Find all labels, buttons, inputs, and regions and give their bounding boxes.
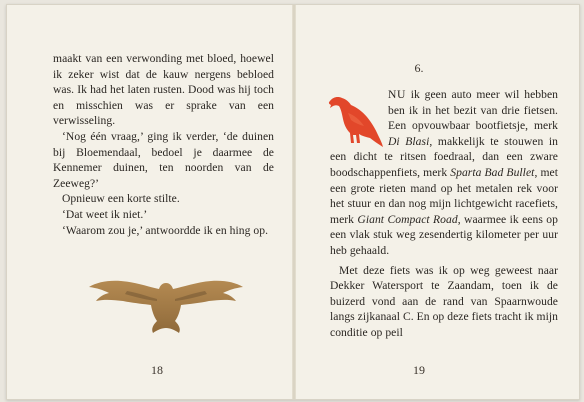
paragraph: ‘Nog één vraag,’ ging ik verder, ‘de duinen bij Bloemendaal, bedoel je daarmee de Kennemer duinen, ten noorden van de Zeeweg?’: [53, 129, 274, 190]
paragraph: maakt van een verwonding met bloed, hoewel ik zeker wist dat de kauw nergens bebloed was. Ik had het laten rusten. Dood was hij toch en misschien was er sprake van een verwisseling.: [53, 52, 274, 128]
brand-name: Giant Compact Road: [357, 212, 458, 226]
lead-word: NU: [388, 88, 406, 101]
left-page-text: [53, 51, 274, 238]
page-number-left: 18: [151, 363, 163, 377]
brand-name: Sparta Bad Bullet: [450, 165, 535, 179]
paragraph: Opnieuw een korte stilte.: [62, 192, 180, 206]
page-number-right: 19: [413, 363, 425, 377]
text-run: , met een grote rieten mand op het metalen rek voor het stuur en dan nog mijn lichtgewicht racefiets, merk: [330, 165, 558, 226]
chapter-number: 6.: [414, 61, 424, 75]
perched-bird-icon: [326, 93, 384, 149]
brand-name: Di Blasi: [388, 134, 430, 148]
text-run: , waarmee ik eens op een vlak stuk weg zesendertig kilometer per uur heb gehaald.: [330, 212, 558, 257]
flying-hawk-icon: [87, 273, 245, 335]
paragraph: ‘Waarom zou je,’ antwoordde ik en hing op.: [62, 223, 269, 237]
left-page: [7, 5, 292, 399]
paragraph: Met deze fiets was ik op weg geweest naar Dekker Watersport te Zaandam, toen ik de buizerd vond aan de rand van Spaarnwoude langs zijkanaal C. En op deze fiets tracht ik mijn conditie op peil: [330, 263, 558, 339]
book-spread: [6, 4, 580, 400]
text-run: ik geen auto meer wil hebben ben ik in het bezit van drie fietsen. Een opvouwbaar bootfietsje, merk: [388, 88, 558, 133]
paragraph: ‘Dat weet ik niet.’: [62, 207, 148, 221]
right-page: [296, 5, 579, 399]
text-run: , makkelijk te stouwen in een dicht te ritsen foedraal, dan een zware boodschappenfiets, merk: [330, 134, 558, 179]
